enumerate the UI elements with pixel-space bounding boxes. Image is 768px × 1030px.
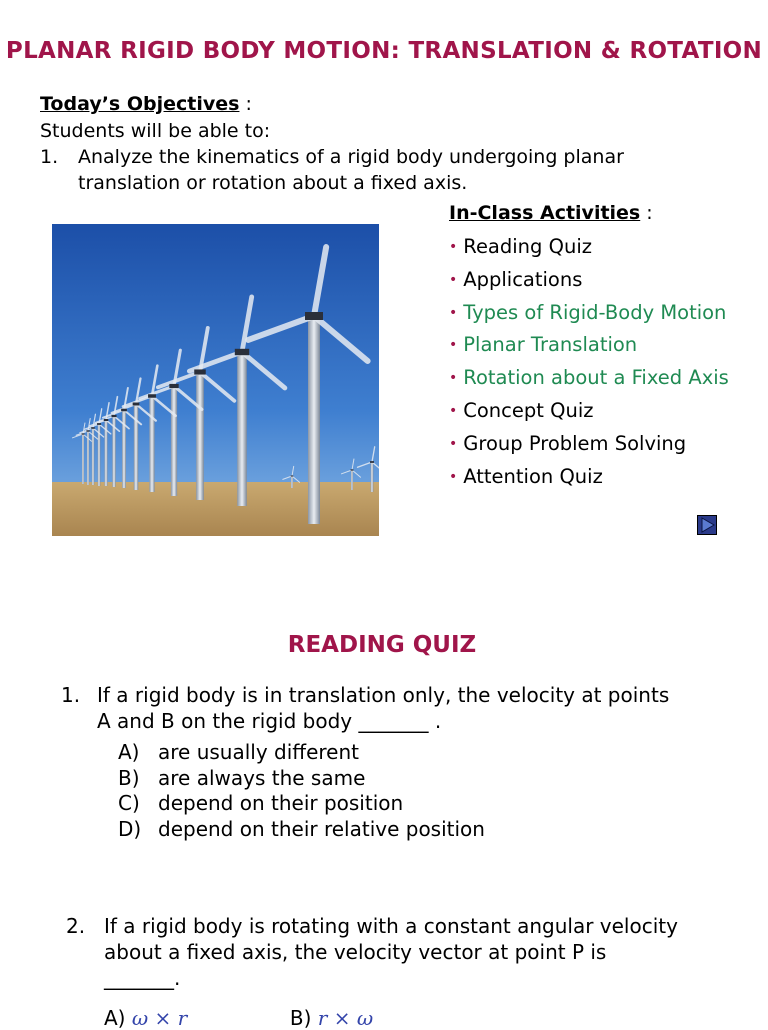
objective-number: 1.	[40, 146, 59, 168]
bullet-icon: •	[449, 468, 458, 485]
answer-option[interactable]: B) r × ω	[289, 1006, 374, 1030]
activity-item: • Types of Rigid-Body Motion	[449, 300, 727, 324]
page-title: PLANAR RIGID BODY MOTION: TRANSLATION & ROTATION	[5, 38, 763, 64]
question-text: If a rigid body is in translation only, the velocity at points A and B on the rigid body _______ .	[97, 683, 670, 733]
question-2-options	[104, 1006, 373, 1030]
activity-item: • Attention Quiz	[449, 464, 603, 488]
bullet-icon: •	[449, 435, 458, 452]
answer-option[interactable]: A) are usually different	[118, 740, 359, 764]
activity-item: • Planar Translation	[449, 333, 638, 357]
bullet-icon: •	[449, 370, 458, 387]
activity-item: • Concept Quiz	[449, 398, 594, 422]
bullet-icon: •	[449, 337, 458, 354]
objectives-intro: Students will be able to:	[40, 120, 271, 142]
wind-turbines-photo	[52, 224, 379, 536]
activities-heading: In-Class Activities :	[449, 202, 653, 224]
activity-item: • Group Problem Solving	[449, 431, 687, 455]
activity-item: • Applications	[449, 267, 583, 291]
question-1-options	[118, 740, 485, 842]
question-text: If a rigid body is rotating with a constant angular velocity about a fixed axis, the velocity vector at point P is _______.	[104, 914, 678, 990]
next-slide-button[interactable]	[697, 515, 717, 535]
question-number: 1.	[61, 683, 81, 707]
bullet-icon: •	[449, 271, 458, 288]
bullet-icon: •	[449, 304, 458, 321]
answer-option[interactable]: A) ω × r	[104, 1006, 188, 1030]
play-triangle-icon	[698, 516, 716, 534]
bullet-icon: •	[449, 402, 458, 419]
objectives-heading: Today’s Objectives :	[40, 93, 252, 115]
question-number: 2.	[66, 914, 86, 938]
activities-list	[449, 232, 729, 494]
answer-option[interactable]: B) are always the same	[118, 765, 366, 790]
activity-item: • Rotation about a Fixed Axis	[449, 366, 729, 390]
objective-text: Analyze the kinematics of a rigid body undergoing planar translation or rotation about a fixed axis.	[78, 146, 624, 194]
quiz-title: READING QUIZ	[287, 632, 477, 658]
answer-option[interactable]: C) depend on their position	[118, 791, 404, 816]
activity-item: • Reading Quiz	[449, 235, 592, 258]
bullet-icon: •	[449, 239, 458, 255]
answer-option[interactable]: D) depend on their relative position	[118, 816, 485, 841]
